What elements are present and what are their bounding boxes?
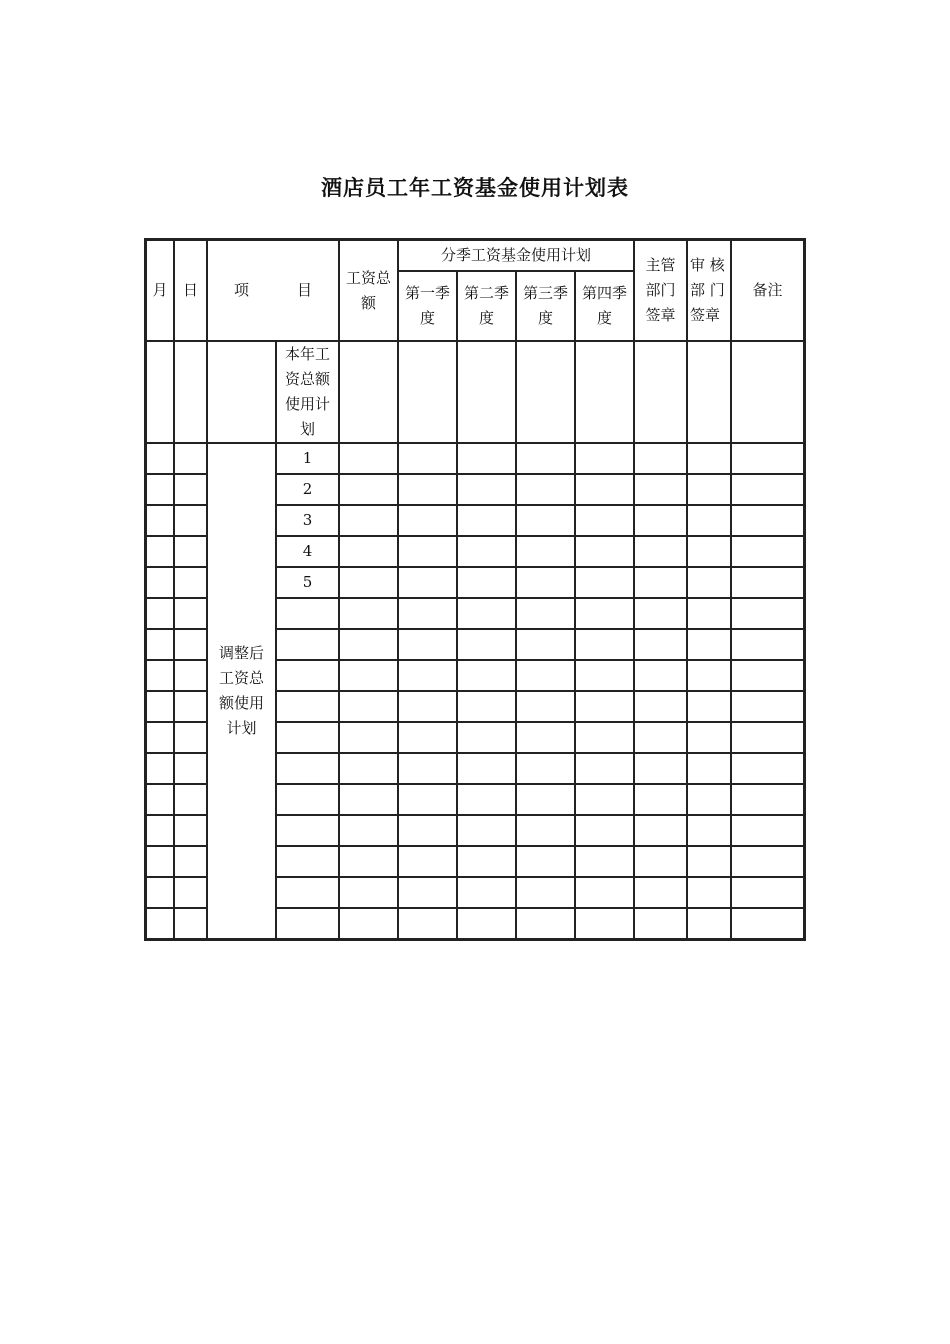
day-cell [174,722,207,753]
month-cell [146,567,174,598]
quarter-3-cell [516,443,575,474]
audit-sign-cell [687,784,731,815]
quarter-1-cell [398,505,457,536]
month-cell [146,536,174,567]
quarter-1-cell [398,536,457,567]
dept-sign-cell [634,815,687,846]
quarter-2-cell [457,660,516,691]
quarter-3-cell [516,629,575,660]
row-number-cell [276,877,339,908]
audit-sign-cell [687,691,731,722]
quarter-2-header: 第二季度 [457,271,516,341]
quarter-3-cell [516,753,575,784]
total-salary-cell [339,505,398,536]
month-cell [146,598,174,629]
remarks-cell [731,691,804,722]
audit-sign-cell [687,722,731,753]
quarter-3-cell [516,567,575,598]
audit-sign-cell [687,629,731,660]
audit-sign-cell [687,753,731,784]
quarter-3-cell [516,341,575,443]
quarter-4-cell [575,474,634,505]
remarks-cell [731,443,804,474]
dept-sign-cell [634,784,687,815]
quarter-1-cell [398,753,457,784]
month-cell [146,341,174,443]
day-cell [174,598,207,629]
remarks-cell [731,660,804,691]
row-number-cell: 5 [276,567,339,598]
total-salary-cell [339,629,398,660]
quarter-3-cell [516,846,575,877]
day-cell [174,815,207,846]
row-number-cell: 2 [276,474,339,505]
row-number-cell [276,908,339,939]
audit-sign-cell [687,877,731,908]
audit-sign-cell [687,846,731,877]
quarter-3-cell [516,505,575,536]
quarter-3-cell [516,660,575,691]
quarter-group-header: 分季工资基金使用计划 [398,240,634,271]
total-salary-cell [339,341,398,443]
day-cell [174,691,207,722]
quarter-1-cell [398,815,457,846]
header-row-1 [146,240,804,271]
audit-sign-cell [687,536,731,567]
quarter-2-cell [457,815,516,846]
day-cell [174,629,207,660]
total-salary-cell [339,784,398,815]
audit-sign-cell [687,660,731,691]
audit-sign-cell [687,598,731,629]
dept-sign-cell [634,474,687,505]
quarter-2-cell [457,443,516,474]
quarter-1-cell [398,598,457,629]
day-cell [174,567,207,598]
row-number-cell [276,598,339,629]
quarter-4-cell [575,908,634,939]
quarter-4-cell [575,846,634,877]
quarter-2-cell [457,629,516,660]
quarter-1-cell [398,660,457,691]
day-cell [174,846,207,877]
quarter-2-cell [457,877,516,908]
month-cell [146,691,174,722]
quarter-2-cell [457,908,516,939]
quarter-4-cell [575,722,634,753]
remarks-cell [731,505,804,536]
month-cell [146,505,174,536]
item-header [207,240,339,341]
dept-sign-cell [634,536,687,567]
document-title: 酒店员工年工资基金使用计划表 [321,176,629,200]
remarks-cell [731,474,804,505]
dept-sign-cell [634,598,687,629]
dept-sign-cell [634,846,687,877]
quarter-3-header: 第三季度 [516,271,575,341]
remarks-cell [731,567,804,598]
remarks-cell [731,341,804,443]
quarter-3-cell [516,691,575,722]
quarter-1-cell [398,877,457,908]
quarter-4-cell [575,660,634,691]
row-number-cell: 1 [276,443,339,474]
total-salary-cell [339,753,398,784]
month-cell [146,660,174,691]
quarter-3-cell [516,908,575,939]
month-cell [146,815,174,846]
day-cell [174,536,207,567]
month-cell [146,722,174,753]
remarks-cell [731,846,804,877]
quarter-1-cell [398,341,457,443]
total-salary-cell [339,691,398,722]
remarks-cell [731,784,804,815]
quarter-4-cell [575,877,634,908]
quarter-2-cell [457,567,516,598]
quarter-4-cell [575,598,634,629]
remarks-cell [731,815,804,846]
quarter-4-cell [575,691,634,722]
quarter-2-cell [457,598,516,629]
dept-sign-cell [634,443,687,474]
quarter-4-cell [575,815,634,846]
quarter-2-cell [457,846,516,877]
day-cell [174,443,207,474]
row-number-cell [276,784,339,815]
item-header-left: 项 [233,281,249,299]
audit-sign-header: 审 核部 门 签章 [687,240,731,341]
total-salary-cell [339,598,398,629]
quarter-4-cell [575,505,634,536]
remarks-header: 备注 [731,240,804,341]
dept-sign-cell [634,341,687,443]
month-cell [146,629,174,660]
quarter-1-cell [398,629,457,660]
quarter-4-cell [575,629,634,660]
total-salary-cell [339,536,398,567]
dept-sign-cell [634,753,687,784]
quarter-1-cell [398,443,457,474]
total-salary-cell [339,443,398,474]
quarter-2-cell [457,341,516,443]
row-number-cell: 4 [276,536,339,567]
day-cell [174,505,207,536]
total-salary-cell [339,815,398,846]
day-cell [174,784,207,815]
row-number-cell [276,815,339,846]
total-salary-header: 工资总额 [339,240,398,341]
quarter-1-cell [398,691,457,722]
row-number-cell [276,629,339,660]
quarter-4-cell [575,536,634,567]
quarter-3-cell [516,815,575,846]
audit-sign-cell [687,908,731,939]
day-cell [174,474,207,505]
quarter-1-cell [398,908,457,939]
quarter-2-cell [457,722,516,753]
month-cell [146,908,174,939]
quarter-2-cell [457,505,516,536]
row-number-cell [276,660,339,691]
annual-plan-label: 本年工资总额使用计划 [276,341,339,443]
dept-sign-header: 主管部门签章 [634,240,687,341]
annual-plan-row [146,341,804,443]
month-cell [146,753,174,784]
quarter-1-cell [398,846,457,877]
dept-sign-cell [634,691,687,722]
remarks-cell [731,877,804,908]
dept-sign-cell [634,908,687,939]
day-cell [174,908,207,939]
quarter-3-cell [516,598,575,629]
row-number-cell [276,691,339,722]
total-salary-cell [339,567,398,598]
audit-sign-cell [687,443,731,474]
audit-sign-cell [687,474,731,505]
audit-sign-cell [687,815,731,846]
remarks-cell [731,753,804,784]
total-salary-cell [339,846,398,877]
remarks-cell [731,722,804,753]
day-cell [174,753,207,784]
quarter-3-cell [516,536,575,567]
row-number-cell [276,846,339,877]
month-cell [146,474,174,505]
quarter-4-cell [575,341,634,443]
remarks-cell [731,908,804,939]
item-category-cell [207,341,276,443]
audit-sign-cell [687,567,731,598]
quarter-4-cell [575,753,634,784]
quarter-4-cell [575,784,634,815]
month-cell [146,846,174,877]
month-cell [146,784,174,815]
month-cell [146,443,174,474]
dept-sign-cell [634,629,687,660]
quarter-2-cell [457,536,516,567]
dept-sign-cell [634,660,687,691]
day-cell [174,877,207,908]
quarter-3-cell [516,722,575,753]
remarks-cell [731,598,804,629]
quarter-1-cell [398,474,457,505]
quarter-2-cell [457,691,516,722]
row-number-cell [276,722,339,753]
month-cell [146,877,174,908]
quarter-3-cell [516,474,575,505]
quarter-1-header: 第一季度 [398,271,457,341]
dept-sign-cell [634,505,687,536]
month-header: 月 [146,240,174,341]
quarter-1-cell [398,784,457,815]
quarter-3-cell [516,877,575,908]
quarter-4-header: 第四季度 [575,271,634,341]
adjusted-plan-label: 调整后工资总额使用计划 [207,443,276,939]
dept-sign-cell [634,877,687,908]
remarks-cell [731,629,804,660]
audit-sign-cell [687,341,731,443]
total-salary-cell [339,722,398,753]
salary-plan-table [144,238,806,941]
quarter-1-cell [398,722,457,753]
total-salary-cell [339,474,398,505]
row-number-cell [276,753,339,784]
table-row [146,443,804,474]
row-number-cell: 3 [276,505,339,536]
total-salary-cell [339,908,398,939]
quarter-4-cell [575,443,634,474]
quarter-2-cell [457,753,516,784]
quarter-1-cell [398,567,457,598]
quarter-2-cell [457,474,516,505]
day-header: 日 [174,240,207,341]
quarter-4-cell [575,567,634,598]
item-header-right: 目 [297,281,313,299]
quarter-3-cell [516,784,575,815]
remarks-cell [731,536,804,567]
day-cell [174,660,207,691]
total-salary-cell [339,660,398,691]
audit-sign-cell [687,505,731,536]
dept-sign-cell [634,567,687,598]
total-salary-cell [339,877,398,908]
quarter-2-cell [457,784,516,815]
dept-sign-cell [634,722,687,753]
day-cell [174,341,207,443]
